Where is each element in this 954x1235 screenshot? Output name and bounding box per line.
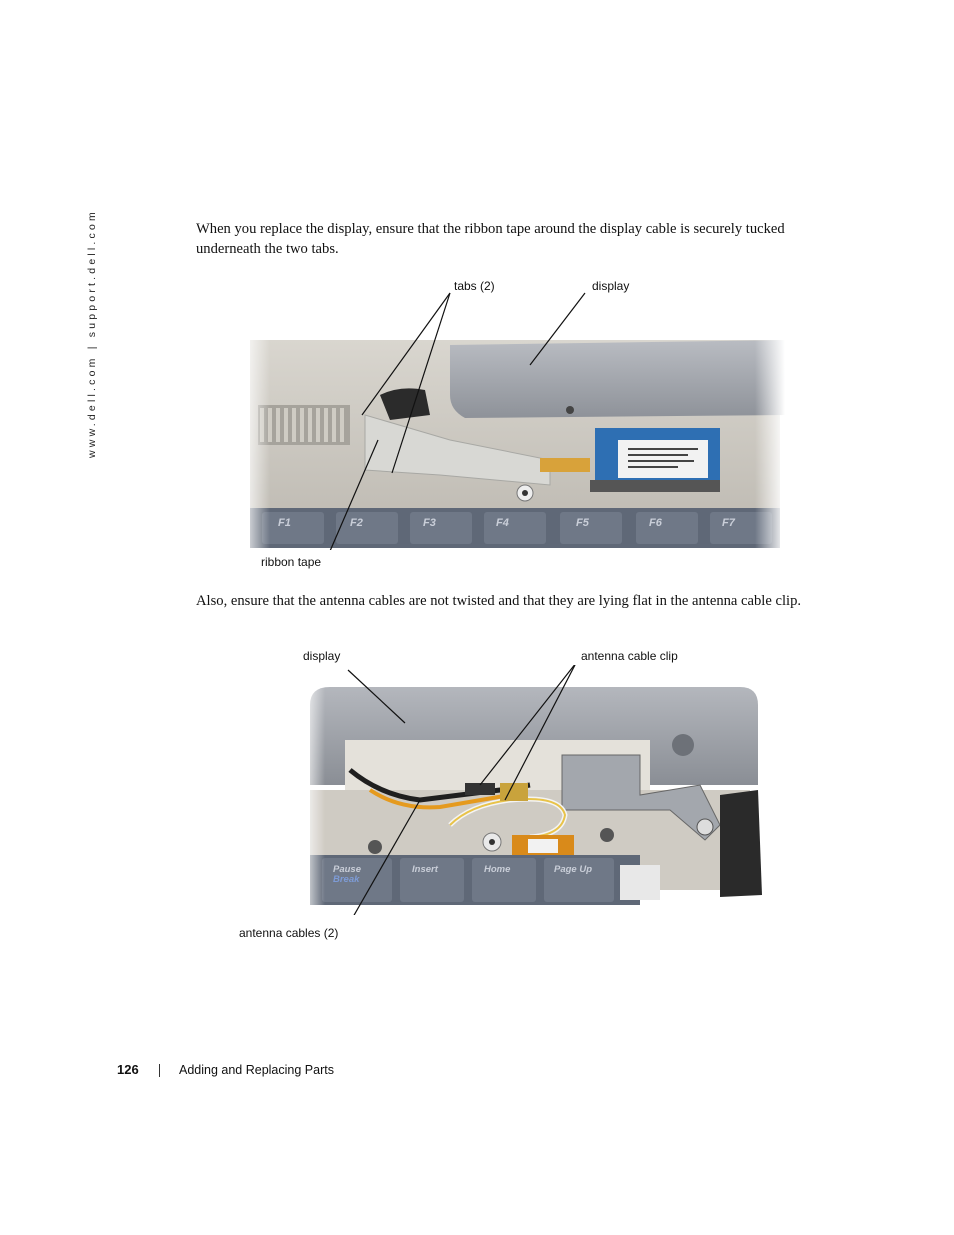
footer-section-title: Adding and Replacing Parts (179, 1063, 334, 1077)
display-lid (450, 340, 785, 418)
callout-ribbon-tape: ribbon tape (261, 555, 322, 569)
key-f2: F2 (350, 517, 363, 529)
key-f1: F1 (278, 517, 291, 529)
footer-divider (159, 1064, 160, 1077)
key-f5: F5 (576, 517, 589, 529)
callout-antenna-cable-clip: antenna cable clip (581, 649, 678, 663)
key-f6: F6 (649, 517, 662, 529)
paragraph-antenna-cables: Also, ensure that the antenna cables are not twisted and that they are lying flat in the antenna cable clip. (196, 593, 802, 609)
key-f7: F7 (722, 517, 735, 529)
paragraph-ribbon-tape: When you replace the display, ensure that the ribbon tape around the display cable is securely tucked underneath the two tabs. (196, 221, 785, 257)
key-break: Break (333, 874, 360, 885)
page-number: 126 (117, 1062, 139, 1077)
callout-display-2: display (303, 649, 341, 663)
key-insert: Insert (412, 864, 438, 875)
callout-display-1: display (592, 279, 630, 293)
side-url: www.dell.com | support.dell.com (86, 209, 98, 458)
callout-tabs: tabs (2) (454, 279, 495, 293)
figure-display-ribbon-tape (240, 290, 785, 550)
callout-antenna-cables: antenna cables (2) (239, 926, 339, 940)
key-page-up: Page Up (554, 864, 593, 875)
key-f4: F4 (496, 517, 509, 529)
key-f3: F3 (423, 517, 436, 529)
key-home: Home (484, 864, 511, 875)
figure-antenna-cables (300, 665, 770, 915)
key-pause: Pause (333, 864, 361, 875)
